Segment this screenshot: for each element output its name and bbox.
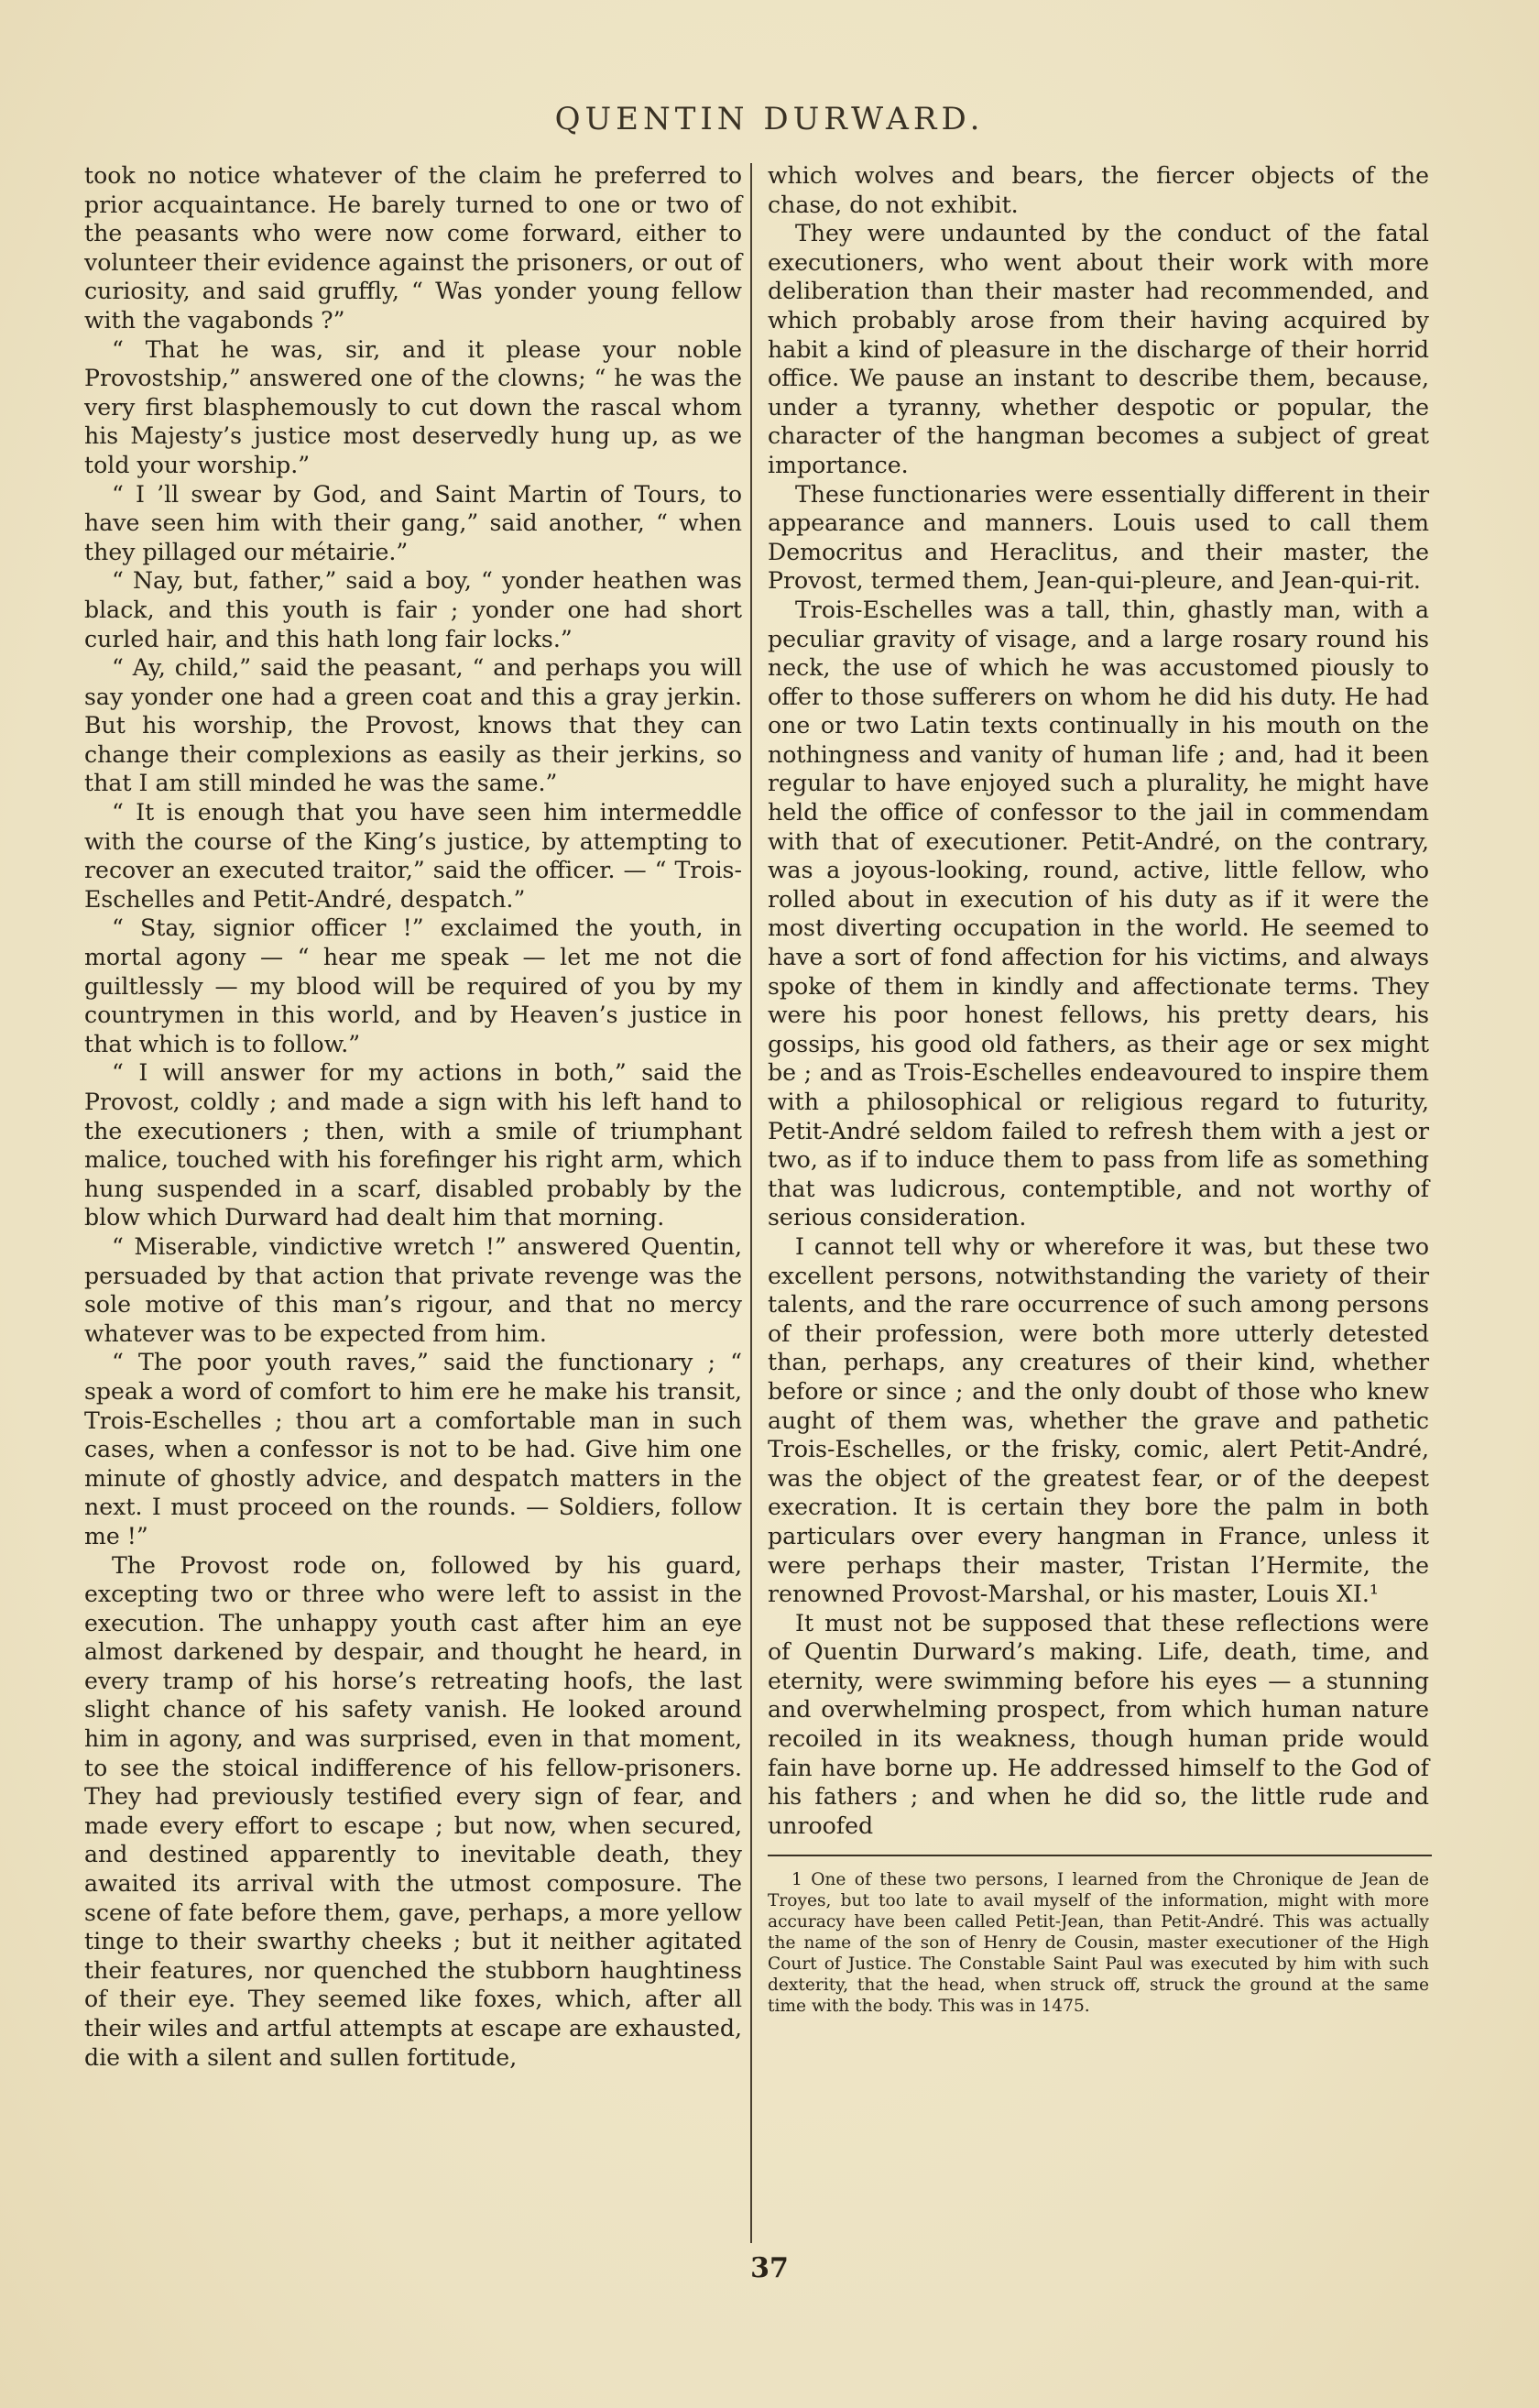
running-title: QUENTIN DURWARD. [554,101,985,137]
paragraph: “ That he was, sir, and it please your noble Provostship,” answered one of the clowns; “ he was the very first blasphemously to cut down the rascal whom his Majesty’s justice most deservedly hung up, as we told your worship.” [84,335,742,478]
paragraph: “ Nay, but, father,” said a boy, “ yonder heathen was black, and this youth is fair ; yonder one had short curled hair, and this hath long fair locks.” [84,567,742,652]
paragraph: “ I ’ll swear by God, and Saint Martin of Tours, to have seen him with their gang,” said another, “ when they pillaged our métairie.” [84,480,742,565]
paragraph: They were undaunted by the conduct of the fatal executioners, who went about their work with more deliberation than their master had recommended, and which probably arose from their having acquired by habit a kind of pleasure in the discharge of their horrid office. We pause an instant to describe them, because, under a tyranny, whether despotic or popular, the character of the hangman becomes a subject of great importance. [768,220,1429,478]
footnote: 1 One of these two persons, I learned from the Chronique de Jean de Troyes, but too late to avail myself of the information, might with more accuracy have been called Petit-Jean, than Petit-André. This was actually the name of the son of Henry de Cousin, master executioner of the High Court of Justice. The Constable Saint Paul was executed by him with such dexterity, that the head, when struck off, struck the ground at the same time with the body. This was in 1475. [768,1870,1429,2017]
paragraph: These functionaries were essentially different in their appearance and manners. Louis used to call them Democritus and Heraclitus, and their master, the Provost, termed them, Jean-qui-pleure, and Jean-qui-rit. [768,480,1429,595]
paragraph: “ Stay, signior officer !” exclaimed the youth, in mortal agony — “ hear me speak — let me not die guiltlessly — my blood will be required of you by my countrymen in this world, and by Heaven’s justice in that which is to follow.” [84,914,742,1057]
paragraph: Trois-Eschelles was a tall, thin, ghastly man, with a peculiar gravity of visage, and a large rosary round his neck, the use of which he was accustomed piously to offer to those sufferers on whom he did his duty. He had one or two Latin texts continually in his mouth on the nothingness and vanity of human life ; and, had it been regular to have enjoyed such a plurality, he might have held the office of confessor to the jail in commendam with that of executioner. Petit-André, on the contrary, was a joyous-looking, round, active, little fellow, who rolled about in execution of his duty as if it were the most diverting occupation in the world. He seemed to have a sort of fond affection for his victims, and always spoke of them in kindly and affectionate terms. They were his poor honest fellows, his pretty dears, his gossips, his good old fathers, as their age or sex might be ; and as Trois-Eschelles endeavoured to inspire them with a philosophical or religious regard to futurity, Petit-André seldom failed to refresh them with a jest or two, as if to induce them to pass from life as something that was ludicrous, contemptible, and not worthy of serious consideration. [768,596,1429,1231]
page-number: 37 [750,2252,789,2284]
paragraph: “ Ay, child,” said the peasant, “ and perhaps you will say yonder one had a green coat and this a gray jerkin. But his worship, the Provost, knows that they can change their complexions as easily as their jerkins, so that I am still minded he was the same.” [84,654,742,797]
paragraph: It must not be supposed that these reflections were of Quentin Durward’s making. Life, death, time, and eternity, were swimming before his eyes — a stunning and overwhelming prospect, from which human nature recoiled in its weakness, though human pride would fain have borne up. He addressed himself to the God of his fathers ; and when he did so, the little rude and unroofed [768,1609,1429,1839]
paragraph: took no notice whatever of the claim he preferred to prior acquaintance. He barely turned to one or two of the peasants who were now come forward, either to volunteer their evidence against the prisoners, or out of curiosity, and said gruffly, “ Was yonder young fellow with the vagabonds ?” [84,162,742,334]
paragraph: I cannot tell why or wherefore it was, but these two excellent persons, notwithstanding the variety of their talents, and the rare occurrence of such among persons of their profession, were both more utterly detested than, perhaps, any creatures of their kind, whether before or since ; and the only doubt of those who knew aught of them was, whether the grave and pathetic Trois-Eschelles, or the frisky, comic, alert Petit-André, was the object of the greatest fear, or of the deepest execration. It is certain they bore the palm in both particulars over every hangman in France, unless it were perhaps their master, Tristan l’Hermite, the renowned Provost-Marshal, or his master, Louis XI.¹ [768,1232,1429,1608]
right-column [768,161,1429,2017]
paragraph: “ It is enough that you have seen him intermeddle with the course of the King’s justice, by attempting to recover an executed traitor,” said the officer. — “ Trois-Eschelles and Petit-André, despatch.” [84,799,742,913]
left-column [84,161,742,2072]
paragraph: “ The poor youth raves,” said the functionary ; “ speak a word of comfort to him ere he make his transit, Trois-Eschelles ; thou art a comfortable man in such cases, when a confessor is not to be had. Give him one minute of ghostly advice, and despatch matters in the next. I must proceed on the rounds. — Soldiers, follow me !” [84,1349,742,1549]
footnote-divider [768,1855,1432,1856]
paragraph: “ I will answer for my actions in both,” said the Provost, coldly ; and made a sign with his left hand to the executioners ; then, with a smile of triumphant malice, touched with his forefinger his right arm, which hung suspended in a scarf, disabled probably by the blow which Durward had dealt him that morning. [84,1059,742,1231]
paragraph: which wolves and bears, the fiercer objects of the chase, do not exhibit. [768,162,1429,218]
column-divider [750,163,752,2243]
paragraph: The Provost rode on, followed by his guard, excepting two or three who were left to assist in the execution. The unhappy youth cast after him an eye almost darkened by despair, and thought he heard, in every tramp of his horse’s retreating hoofs, the last slight chance of his safety vanish. He looked around him in agony, and was surprised, even in that moment, to see the stoical indifference of his fellow-prisoners. They had previously testified every sign of fear, and made every effort to escape ; but now, when secured, and destined apparently to inevitable death, they awaited its arrival with the utmost composure. The scene of fate before them, gave, perhaps, a more yellow tinge to their swarthy cheeks ; but it neither agitated their features, nor quenched the stubborn haughtiness of their eye. They seemed like foxes, which, after all their wiles and artful attempts at escape are exhausted, die with a silent and sullen fortitude, [84,1551,742,2071]
paragraph: “ Miserable, vindictive wretch !” answered Quentin, persuaded by that action that private revenge was the sole motive of this man’s rigour, and that no mercy whatever was to be expected from him. [84,1232,742,1347]
